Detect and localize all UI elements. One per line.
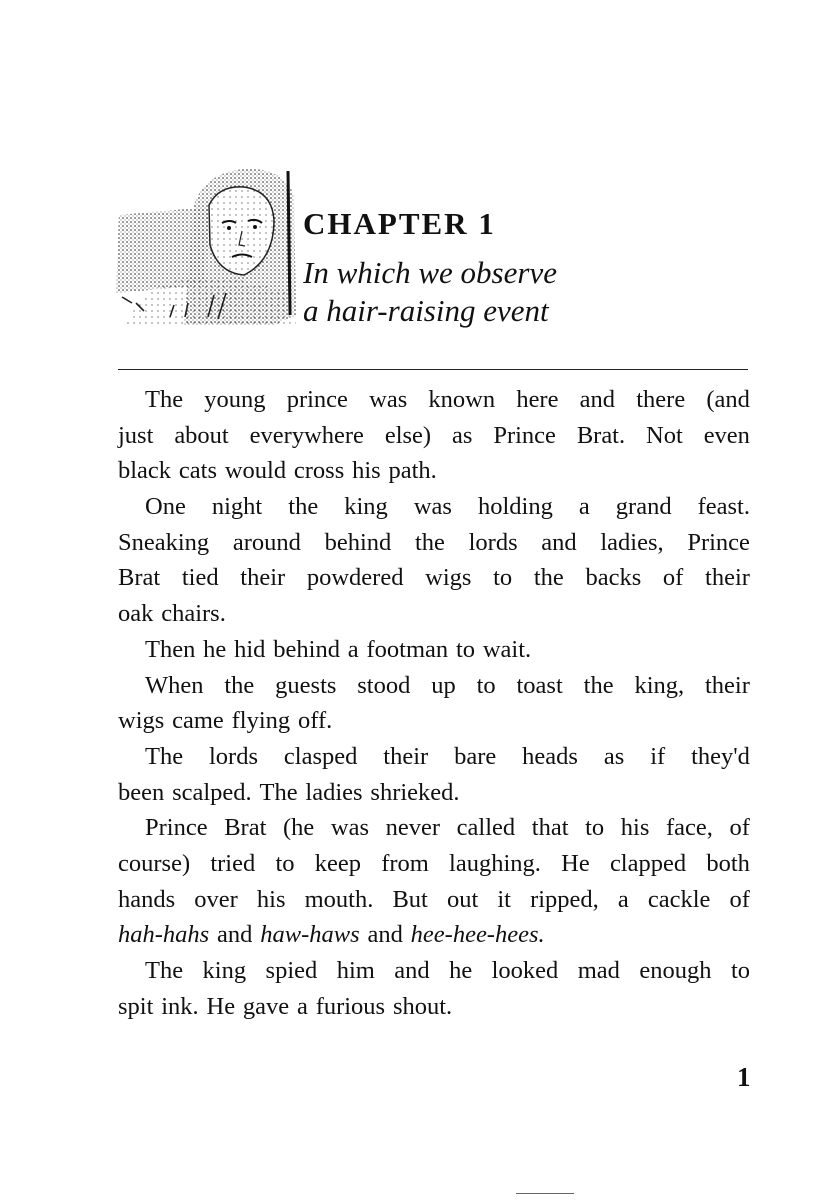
word: The [145,386,184,413]
text-line [118,882,750,918]
word: the [224,671,255,699]
word: wigs [118,707,165,735]
word: looked [491,957,559,984]
word: laughing. [449,849,541,877]
text-line [118,668,750,704]
word: behind [324,528,392,556]
word: black [118,457,172,485]
word: Not [646,421,683,449]
word: hands [118,885,176,913]
word: off. [298,707,333,735]
word: his [256,885,286,913]
word: face, [666,814,713,842]
word: here [516,386,559,413]
word: backs [585,564,642,592]
word: holding [477,493,553,521]
word: The [145,957,184,984]
word: if [650,742,666,770]
chapter-heading: CHAPTER 1 [303,206,496,241]
word: ladies [305,778,363,806]
word: spied [265,957,318,984]
word: footman [366,635,449,663]
text-line [118,846,750,882]
word: both [706,849,750,877]
word: tied [181,564,219,592]
word: and [579,386,616,413]
subtitle-line: a hair-raising event [303,293,549,328]
word: ink. [161,992,199,1020]
word: Prince [493,421,556,449]
word: tried [210,849,256,877]
word: a [578,493,590,521]
word: oak [118,600,154,628]
word: their [705,564,750,592]
word: of [729,814,750,842]
word: known [428,386,496,413]
word: Prince [687,528,750,556]
word: as [603,742,625,770]
word: furious [315,992,386,1020]
text-line [118,917,750,953]
word: prince [286,386,348,413]
bottom-edge-mark [516,1193,574,1194]
word: to [275,849,295,877]
word: else) [384,421,432,449]
word: (and [706,386,750,413]
word: called [456,814,516,842]
word: The [259,778,298,806]
word: He [206,992,236,1020]
word: One [145,493,186,521]
word: everywhere [249,421,364,449]
word: was [413,493,452,521]
word: their [240,564,286,592]
word: When [145,671,204,699]
word: the [288,493,319,521]
word: Brat [224,814,267,842]
word: out [446,885,479,913]
word: about [174,421,229,449]
word: and [394,957,430,984]
text-line [118,525,750,561]
word: his [620,814,650,842]
word: and [367,921,403,949]
word: lords [209,742,258,770]
word: the [414,528,445,556]
word: came [172,707,224,735]
word: he [449,957,473,984]
word: young [204,386,266,413]
chapter-divider [118,369,748,370]
word: hah-hahs [118,921,210,949]
text-line [118,560,750,596]
word: over [194,885,238,913]
word: their [383,742,429,770]
page-number: 1 [737,1062,751,1092]
word: bare [454,742,497,770]
text-line [118,989,750,1025]
word: mad [577,957,620,984]
word: But [392,885,428,913]
text-line [118,739,750,775]
word: his [352,457,381,485]
word: and [541,528,577,556]
word: it [497,885,511,913]
word: He [561,849,590,877]
word: stood [357,671,411,699]
word: never [385,814,441,842]
word: to [730,957,750,984]
word: up [431,671,456,699]
word: even [703,421,750,449]
word: the [583,671,614,699]
word: The [145,742,184,770]
word: of [662,564,684,592]
word: he [203,635,227,663]
word: a [347,635,359,663]
word: would [224,457,287,485]
word: path. [388,457,437,485]
word: keep [314,849,361,877]
chapter-subtitle [303,254,557,330]
subtitle-line: In which we observe [303,255,557,290]
word: just [118,421,154,449]
word: guests [275,671,337,699]
word: to [493,564,513,592]
word: was [369,386,408,413]
prince-portrait-illustration [114,165,299,325]
word: him [336,957,375,984]
word: haw-haws [260,921,360,949]
word: night [211,493,263,521]
word: there [636,386,686,413]
word: wait. [482,635,532,663]
word: toast [516,671,563,699]
word: feast. [697,493,750,521]
word: scalped. [172,778,252,806]
text-line [118,382,750,418]
text-line [118,703,750,739]
word: spit [118,992,154,1020]
word: clapped [609,849,687,877]
word: Sneaking [118,528,210,556]
text-line [118,596,750,632]
word: hee-hee-hees. [410,921,545,949]
word: king [344,493,388,521]
word: enough [639,957,712,984]
word: ladies, [600,528,664,556]
word: powdered [306,564,404,592]
word: Brat [118,564,161,592]
word: cross [293,457,345,485]
word: king [202,957,247,984]
text-line [118,418,750,454]
word: cats [178,457,217,485]
text-line [118,810,750,846]
word: lords [468,528,518,556]
word: clasped [283,742,358,770]
word: chairs. [161,600,226,628]
word: cackle [647,885,711,913]
text-line [118,632,750,668]
word: ripped, [530,885,599,913]
word: behind [273,635,340,663]
word: from [381,849,429,877]
text-line [118,489,750,525]
word: was [330,814,370,842]
word: the [533,564,564,592]
word: that [531,814,569,842]
word: king, [634,671,685,699]
word: shrieked. [370,778,460,806]
word: (he [283,814,315,842]
word: a [296,992,308,1020]
word: Brat. [576,421,626,449]
body-text [118,382,750,1024]
word: to [455,635,476,663]
word: been [118,778,165,806]
word: wigs [425,564,472,592]
word: Prince [145,814,208,842]
word: and [217,921,253,949]
word: of [729,885,750,913]
word: course) [118,849,191,877]
word: they'd [691,742,750,770]
word: grand [615,493,672,521]
word: to [585,814,605,842]
word: gave [242,992,290,1020]
text-line [118,453,750,489]
word: their [704,671,750,699]
word: Then [145,635,196,663]
word: mouth. [304,885,374,913]
word: shout. [392,992,453,1020]
word: around [232,528,301,556]
text-line [118,953,750,989]
word: as [451,421,473,449]
word: hid [234,635,266,663]
word: a [617,885,629,913]
word: flying [231,707,291,735]
word: heads [522,742,578,770]
text-line [118,775,750,811]
word: to [476,671,496,699]
